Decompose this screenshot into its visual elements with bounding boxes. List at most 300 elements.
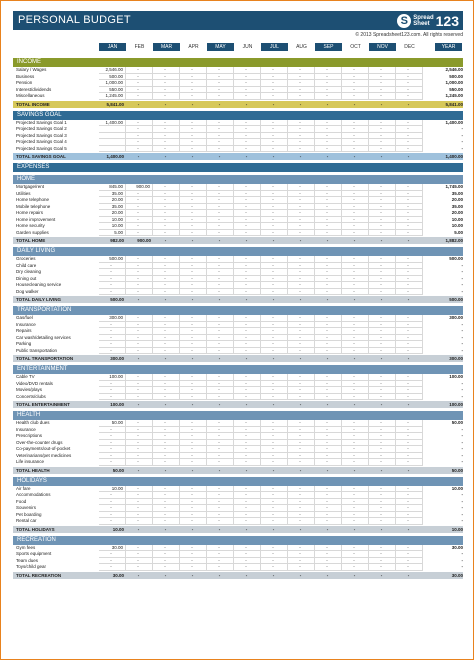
month-cell[interactable]: - xyxy=(369,440,396,447)
month-cell[interactable]: - xyxy=(288,197,315,204)
month-cell[interactable]: - xyxy=(207,269,234,276)
month-cell[interactable]: - xyxy=(261,322,288,329)
month-cell[interactable]: - xyxy=(180,204,207,211)
month-cell[interactable]: - xyxy=(396,210,423,217)
month-cell[interactable]: - xyxy=(315,427,342,434)
month-cell[interactable]: - xyxy=(396,505,423,512)
month-cell[interactable]: - xyxy=(369,126,396,133)
month-cell[interactable]: - xyxy=(153,551,180,558)
month-cell[interactable]: - xyxy=(261,126,288,133)
month-cell[interactable]: - xyxy=(342,558,369,565)
month-cell[interactable]: - xyxy=(207,427,234,434)
month-cell[interactable]: - xyxy=(261,139,288,146)
month-cell[interactable]: - xyxy=(315,433,342,440)
month-cell[interactable]: - xyxy=(234,394,261,401)
month-cell[interactable]: - xyxy=(153,146,180,153)
month-cell[interactable]: - xyxy=(207,420,234,427)
month-cell[interactable]: - xyxy=(369,446,396,453)
month-cell[interactable]: - xyxy=(180,80,207,87)
month-cell[interactable]: 10.00 xyxy=(99,217,126,224)
month-cell[interactable]: - xyxy=(234,217,261,224)
month-cell[interactable]: - xyxy=(207,67,234,74)
month-cell[interactable]: - xyxy=(153,564,180,571)
month-cell[interactable]: - xyxy=(342,427,369,434)
month-cell[interactable]: - xyxy=(180,289,207,296)
month-cell[interactable]: 845.00 xyxy=(99,184,126,191)
month-cell[interactable]: 900.00 xyxy=(126,184,153,191)
month-cell[interactable]: - xyxy=(234,335,261,342)
month-cell[interactable]: - xyxy=(342,230,369,237)
month-cell[interactable]: - xyxy=(153,210,180,217)
month-cell[interactable]: - xyxy=(261,133,288,140)
month-cell[interactable]: - xyxy=(99,322,126,329)
month-cell[interactable]: - xyxy=(207,139,234,146)
month-cell[interactable]: - xyxy=(315,289,342,296)
month-cell[interactable]: - xyxy=(261,204,288,211)
month-cell[interactable]: - xyxy=(234,210,261,217)
month-cell[interactable]: - xyxy=(99,512,126,519)
month-cell[interactable]: - xyxy=(288,492,315,499)
month-cell[interactable]: - xyxy=(396,564,423,571)
month-cell[interactable]: - xyxy=(342,210,369,217)
month-cell[interactable]: - xyxy=(315,453,342,460)
month-cell[interactable]: - xyxy=(342,282,369,289)
month-cell[interactable]: - xyxy=(369,217,396,224)
month-cell[interactable]: - xyxy=(342,564,369,571)
month-cell[interactable]: - xyxy=(207,276,234,283)
month-cell[interactable]: - xyxy=(234,256,261,263)
month-cell[interactable]: - xyxy=(369,87,396,94)
month-cell[interactable]: - xyxy=(288,558,315,565)
month-cell[interactable]: - xyxy=(99,505,126,512)
month-cell[interactable]: - xyxy=(315,341,342,348)
month-cell[interactable]: - xyxy=(261,505,288,512)
month-cell[interactable]: - xyxy=(342,348,369,355)
month-cell[interactable]: - xyxy=(234,93,261,100)
month-cell[interactable]: - xyxy=(396,263,423,270)
month-cell[interactable]: - xyxy=(261,335,288,342)
month-cell[interactable]: - xyxy=(342,453,369,460)
month-cell[interactable]: - xyxy=(126,518,153,525)
month-cell[interactable]: - xyxy=(99,427,126,434)
month-cell[interactable]: - xyxy=(153,126,180,133)
month-cell[interactable]: - xyxy=(207,87,234,94)
month-cell[interactable]: - xyxy=(369,518,396,525)
month-cell[interactable]: - xyxy=(153,139,180,146)
month-cell[interactable]: - xyxy=(126,374,153,381)
month-cell[interactable]: - xyxy=(126,453,153,460)
month-cell[interactable]: - xyxy=(207,204,234,211)
month-cell[interactable]: - xyxy=(99,518,126,525)
month-cell[interactable]: - xyxy=(288,184,315,191)
month-cell[interactable]: - xyxy=(234,387,261,394)
month-cell[interactable]: - xyxy=(396,204,423,211)
month-cell[interactable]: - xyxy=(342,87,369,94)
month-cell[interactable]: - xyxy=(396,518,423,525)
month-cell[interactable]: - xyxy=(99,289,126,296)
month-cell[interactable]: - xyxy=(261,440,288,447)
month-cell[interactable]: - xyxy=(234,505,261,512)
month-cell[interactable]: - xyxy=(261,67,288,74)
month-cell[interactable]: - xyxy=(126,440,153,447)
month-cell[interactable]: - xyxy=(180,315,207,322)
month-cell[interactable]: - xyxy=(99,394,126,401)
month-cell[interactable]: - xyxy=(288,191,315,198)
month-cell[interactable]: - xyxy=(180,433,207,440)
month-cell[interactable]: - xyxy=(288,230,315,237)
month-cell[interactable]: - xyxy=(153,374,180,381)
month-cell[interactable]: - xyxy=(261,328,288,335)
month-cell[interactable]: - xyxy=(234,80,261,87)
month-cell[interactable]: - xyxy=(261,486,288,493)
month-cell[interactable]: - xyxy=(369,558,396,565)
month-cell[interactable]: - xyxy=(180,133,207,140)
month-cell[interactable]: - xyxy=(288,282,315,289)
month-cell[interactable]: - xyxy=(207,492,234,499)
month-cell[interactable]: - xyxy=(342,139,369,146)
month-cell[interactable]: - xyxy=(396,93,423,100)
month-cell[interactable]: - xyxy=(153,499,180,506)
month-cell[interactable]: - xyxy=(261,263,288,270)
month-cell[interactable]: - xyxy=(342,93,369,100)
month-cell[interactable]: - xyxy=(234,126,261,133)
month-cell[interactable]: - xyxy=(126,459,153,466)
month-cell[interactable]: - xyxy=(153,93,180,100)
month-cell[interactable]: - xyxy=(126,191,153,198)
month-cell[interactable]: - xyxy=(315,197,342,204)
month-cell[interactable]: - xyxy=(396,269,423,276)
month-cell[interactable]: - xyxy=(261,210,288,217)
month-cell[interactable]: - xyxy=(315,459,342,466)
month-cell[interactable]: - xyxy=(396,139,423,146)
month-cell[interactable]: - xyxy=(180,126,207,133)
month-cell[interactable]: - xyxy=(369,269,396,276)
month-cell[interactable]: - xyxy=(315,269,342,276)
month-cell[interactable]: - xyxy=(261,282,288,289)
month-cell[interactable]: - xyxy=(396,453,423,460)
month-cell[interactable]: - xyxy=(234,518,261,525)
month-cell[interactable]: - xyxy=(396,191,423,198)
month-cell[interactable]: - xyxy=(180,427,207,434)
month-cell[interactable]: - xyxy=(126,263,153,270)
month-cell[interactable]: - xyxy=(342,335,369,342)
month-cell[interactable]: - xyxy=(315,217,342,224)
month-cell[interactable]: - xyxy=(396,440,423,447)
month-cell[interactable]: - xyxy=(99,276,126,283)
month-cell[interactable]: - xyxy=(207,126,234,133)
month-cell[interactable]: - xyxy=(288,499,315,506)
month-cell[interactable]: - xyxy=(315,126,342,133)
month-cell[interactable]: - xyxy=(288,139,315,146)
month-cell[interactable]: - xyxy=(261,446,288,453)
month-cell[interactable]: - xyxy=(207,499,234,506)
month-cell[interactable]: - xyxy=(396,133,423,140)
month-cell[interactable]: - xyxy=(315,545,342,552)
month-cell[interactable]: - xyxy=(396,512,423,519)
month-cell[interactable]: - xyxy=(369,545,396,552)
month-cell[interactable]: - xyxy=(342,263,369,270)
month-cell[interactable]: - xyxy=(261,492,288,499)
month-cell[interactable]: - xyxy=(153,518,180,525)
month-cell[interactable]: - xyxy=(234,551,261,558)
month-cell[interactable]: - xyxy=(396,126,423,133)
month-cell[interactable]: - xyxy=(207,223,234,230)
month-cell[interactable]: - xyxy=(342,492,369,499)
month-cell[interactable]: - xyxy=(234,139,261,146)
month-cell[interactable]: - xyxy=(153,427,180,434)
month-cell[interactable]: - xyxy=(369,315,396,322)
month-cell[interactable]: - xyxy=(180,453,207,460)
month-cell[interactable]: - xyxy=(153,420,180,427)
month-cell[interactable]: - xyxy=(261,184,288,191)
month-cell[interactable]: - xyxy=(288,374,315,381)
month-cell[interactable]: - xyxy=(153,223,180,230)
month-cell[interactable]: - xyxy=(342,440,369,447)
month-cell[interactable]: - xyxy=(396,387,423,394)
month-cell[interactable]: - xyxy=(234,459,261,466)
month-cell[interactable]: - xyxy=(315,348,342,355)
month-cell[interactable]: - xyxy=(126,545,153,552)
month-cell[interactable]: - xyxy=(315,191,342,198)
month-cell[interactable]: - xyxy=(153,394,180,401)
month-cell[interactable]: - xyxy=(234,133,261,140)
month-cell[interactable]: - xyxy=(315,204,342,211)
month-cell[interactable]: - xyxy=(126,433,153,440)
month-cell[interactable]: - xyxy=(315,74,342,81)
month-cell[interactable]: - xyxy=(153,256,180,263)
month-cell[interactable]: - xyxy=(369,80,396,87)
month-cell[interactable]: - xyxy=(99,558,126,565)
month-cell[interactable]: - xyxy=(126,74,153,81)
month-cell[interactable]: - xyxy=(288,269,315,276)
month-cell[interactable]: - xyxy=(369,374,396,381)
month-cell[interactable]: - xyxy=(396,315,423,322)
month-cell[interactable]: - xyxy=(180,518,207,525)
month-cell[interactable]: - xyxy=(153,133,180,140)
month-cell[interactable]: - xyxy=(261,197,288,204)
month-cell[interactable]: - xyxy=(396,87,423,94)
month-cell[interactable]: - xyxy=(288,210,315,217)
month-cell[interactable]: - xyxy=(126,512,153,519)
month-cell[interactable]: - xyxy=(342,512,369,519)
month-cell[interactable]: - xyxy=(180,139,207,146)
month-cell[interactable]: - xyxy=(180,263,207,270)
month-cell[interactable]: - xyxy=(153,328,180,335)
month-cell[interactable]: - xyxy=(369,512,396,519)
month-cell[interactable]: - xyxy=(234,545,261,552)
month-cell[interactable]: - xyxy=(288,263,315,270)
month-cell[interactable]: - xyxy=(369,505,396,512)
month-cell[interactable]: 30.00 xyxy=(99,545,126,552)
month-cell[interactable]: - xyxy=(180,276,207,283)
month-cell[interactable]: - xyxy=(396,486,423,493)
month-cell[interactable]: 2,546.00 xyxy=(99,67,126,74)
month-cell[interactable]: - xyxy=(342,74,369,81)
month-cell[interactable]: - xyxy=(342,381,369,388)
month-cell[interactable]: - xyxy=(261,191,288,198)
month-cell[interactable]: - xyxy=(396,433,423,440)
month-cell[interactable]: 1,245.00 xyxy=(99,93,126,100)
month-cell[interactable]: - xyxy=(180,230,207,237)
month-cell[interactable]: - xyxy=(288,394,315,401)
month-cell[interactable]: - xyxy=(342,217,369,224)
month-cell[interactable]: - xyxy=(234,499,261,506)
month-cell[interactable]: - xyxy=(261,433,288,440)
month-cell[interactable]: - xyxy=(369,387,396,394)
month-cell[interactable]: - xyxy=(153,204,180,211)
month-cell[interactable]: - xyxy=(234,315,261,322)
month-cell[interactable]: - xyxy=(396,120,423,127)
month-cell[interactable]: - xyxy=(288,133,315,140)
month-cell[interactable]: - xyxy=(396,256,423,263)
month-cell[interactable]: - xyxy=(234,446,261,453)
month-cell[interactable]: - xyxy=(315,210,342,217)
month-cell[interactable]: - xyxy=(315,93,342,100)
month-cell[interactable]: - xyxy=(207,322,234,329)
month-cell[interactable]: - xyxy=(234,492,261,499)
month-cell[interactable]: - xyxy=(126,289,153,296)
month-cell[interactable]: - xyxy=(126,223,153,230)
month-cell[interactable]: - xyxy=(288,328,315,335)
month-cell[interactable]: - xyxy=(342,446,369,453)
month-cell[interactable]: - xyxy=(261,230,288,237)
month-cell[interactable]: - xyxy=(288,341,315,348)
month-cell[interactable]: - xyxy=(180,341,207,348)
month-cell[interactable]: - xyxy=(126,328,153,335)
month-cell[interactable]: - xyxy=(369,459,396,466)
month-cell[interactable]: - xyxy=(369,139,396,146)
month-cell[interactable]: - xyxy=(288,420,315,427)
month-cell[interactable]: - xyxy=(261,348,288,355)
month-cell[interactable]: - xyxy=(315,315,342,322)
month-cell[interactable]: - xyxy=(126,381,153,388)
month-cell[interactable]: - xyxy=(369,433,396,440)
month-cell[interactable]: - xyxy=(180,210,207,217)
month-cell[interactable]: - xyxy=(153,276,180,283)
month-cell[interactable]: - xyxy=(153,459,180,466)
month-cell[interactable]: - xyxy=(342,80,369,87)
month-cell[interactable]: - xyxy=(342,374,369,381)
month-cell[interactable]: - xyxy=(234,197,261,204)
month-cell[interactable]: - xyxy=(369,93,396,100)
month-cell[interactable]: - xyxy=(396,394,423,401)
month-cell[interactable]: - xyxy=(207,184,234,191)
month-cell[interactable]: - xyxy=(261,499,288,506)
month-cell[interactable]: - xyxy=(369,381,396,388)
month-cell[interactable]: - xyxy=(126,282,153,289)
month-cell[interactable]: - xyxy=(207,315,234,322)
month-cell[interactable]: - xyxy=(315,387,342,394)
month-cell[interactable]: - xyxy=(99,335,126,342)
month-cell[interactable]: - xyxy=(315,564,342,571)
month-cell[interactable]: - xyxy=(153,289,180,296)
month-cell[interactable]: - xyxy=(126,133,153,140)
month-cell[interactable]: - xyxy=(396,335,423,342)
month-cell[interactable]: - xyxy=(369,276,396,283)
month-cell[interactable]: - xyxy=(99,381,126,388)
month-cell[interactable] xyxy=(99,146,126,153)
month-cell[interactable]: - xyxy=(342,184,369,191)
month-cell[interactable]: - xyxy=(207,282,234,289)
month-cell[interactable]: - xyxy=(369,146,396,153)
month-cell[interactable]: - xyxy=(315,139,342,146)
month-cell[interactable]: - xyxy=(288,126,315,133)
month-cell[interactable]: - xyxy=(396,276,423,283)
month-cell[interactable]: - xyxy=(288,335,315,342)
month-cell[interactable]: - xyxy=(180,120,207,127)
month-cell[interactable]: - xyxy=(369,341,396,348)
month-cell[interactable]: - xyxy=(342,433,369,440)
month-cell[interactable]: - xyxy=(342,133,369,140)
month-cell[interactable]: - xyxy=(234,263,261,270)
month-cell[interactable]: - xyxy=(126,276,153,283)
month-cell[interactable]: - xyxy=(315,558,342,565)
month-cell[interactable]: - xyxy=(126,269,153,276)
month-cell[interactable]: - xyxy=(315,440,342,447)
month-cell[interactable]: - xyxy=(207,545,234,552)
month-cell[interactable]: - xyxy=(288,381,315,388)
month-cell[interactable]: - xyxy=(126,210,153,217)
month-cell[interactable]: - xyxy=(396,74,423,81)
month-cell[interactable]: - xyxy=(261,269,288,276)
month-cell[interactable]: - xyxy=(126,322,153,329)
month-cell[interactable]: - xyxy=(207,210,234,217)
month-cell[interactable]: - xyxy=(261,74,288,81)
month-cell[interactable]: - xyxy=(126,486,153,493)
month-cell[interactable]: - xyxy=(342,486,369,493)
month-cell[interactable]: - xyxy=(180,492,207,499)
month-cell[interactable]: - xyxy=(369,335,396,342)
month-cell[interactable]: - xyxy=(315,67,342,74)
month-cell[interactable]: - xyxy=(288,486,315,493)
month-cell[interactable]: - xyxy=(153,486,180,493)
month-cell[interactable]: - xyxy=(288,459,315,466)
month-cell[interactable]: - xyxy=(396,322,423,329)
month-cell[interactable]: - xyxy=(207,558,234,565)
month-cell[interactable]: - xyxy=(342,204,369,211)
month-cell[interactable]: - xyxy=(126,499,153,506)
month-cell[interactable]: - xyxy=(207,328,234,335)
month-cell[interactable]: - xyxy=(261,453,288,460)
month-cell[interactable]: - xyxy=(288,551,315,558)
month-cell[interactable]: - xyxy=(180,387,207,394)
month-cell[interactable]: - xyxy=(396,217,423,224)
month-cell[interactable]: - xyxy=(261,146,288,153)
month-cell[interactable]: - xyxy=(288,256,315,263)
month-cell[interactable]: - xyxy=(369,230,396,237)
month-cell[interactable]: - xyxy=(207,289,234,296)
month-cell[interactable]: - xyxy=(234,67,261,74)
month-cell[interactable]: - xyxy=(99,282,126,289)
month-cell[interactable]: - xyxy=(288,93,315,100)
month-cell[interactable]: - xyxy=(342,420,369,427)
month-cell[interactable]: - xyxy=(342,518,369,525)
month-cell[interactable]: - xyxy=(153,269,180,276)
month-cell[interactable]: - xyxy=(288,120,315,127)
month-cell[interactable]: - xyxy=(234,269,261,276)
month-cell[interactable]: - xyxy=(396,282,423,289)
month-cell[interactable]: - xyxy=(180,446,207,453)
month-cell[interactable]: - xyxy=(369,184,396,191)
month-cell[interactable]: - xyxy=(234,120,261,127)
month-cell[interactable]: - xyxy=(234,223,261,230)
month-cell[interactable]: - xyxy=(288,440,315,447)
month-cell[interactable]: - xyxy=(396,80,423,87)
month-cell[interactable]: - xyxy=(315,492,342,499)
month-cell[interactable]: - xyxy=(261,420,288,427)
month-cell[interactable]: - xyxy=(153,80,180,87)
month-cell[interactable]: - xyxy=(126,126,153,133)
